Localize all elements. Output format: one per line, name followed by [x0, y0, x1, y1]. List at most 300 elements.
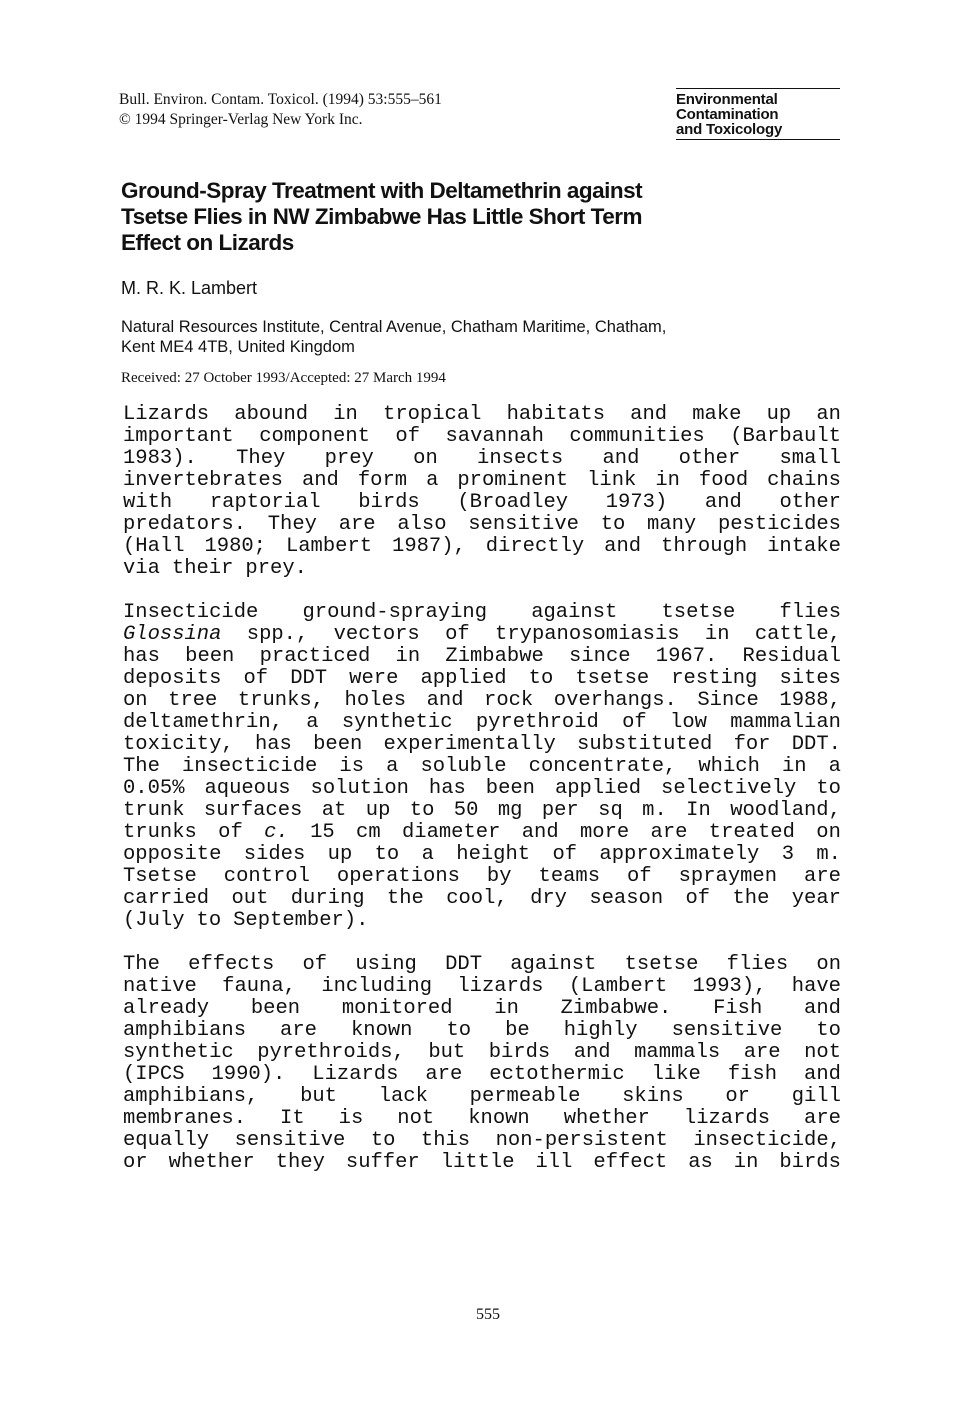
word: native [123, 975, 197, 998]
word: gill [791, 1085, 841, 1108]
word: diameter [401, 821, 501, 844]
word: intake [767, 535, 841, 558]
word: sides [243, 843, 306, 866]
word: insecticide, [693, 1129, 841, 1152]
word: 15 [310, 821, 335, 844]
word: 1987), [392, 535, 466, 558]
word: overhangs. [553, 689, 677, 712]
word: but [428, 1041, 466, 1064]
word: (Hall [123, 535, 185, 558]
word: against [531, 601, 618, 624]
word: flies [779, 601, 841, 624]
text-line [123, 514, 841, 536]
word: mammals [634, 1041, 721, 1064]
word: to [816, 1019, 841, 1042]
word: to [816, 777, 841, 800]
citation-line-1: Bull. Environ. Contam. Toxicol. (1994) 53:555–561 [119, 91, 442, 108]
text-line [123, 668, 841, 690]
word: are [743, 1041, 781, 1064]
word: insects [477, 447, 564, 470]
word: but [300, 1085, 337, 1108]
word: 1988, [779, 689, 841, 712]
word: Since [697, 689, 759, 712]
journal-logo-line-3: and Toxicology [676, 121, 783, 138]
word: cool, [446, 887, 508, 910]
word: m. [642, 799, 667, 822]
word: Lizards [123, 403, 210, 426]
word: birds [358, 491, 420, 514]
text-line [123, 536, 841, 558]
title-line-1: Ground-Spray Treatment with Deltamethrin against [121, 178, 643, 203]
word: in [733, 1151, 759, 1174]
word: which [698, 755, 760, 778]
word: in [333, 403, 358, 426]
word: (Barbault [730, 425, 841, 448]
word: It [280, 1107, 305, 1130]
word: dry [530, 887, 567, 910]
circa-abbreviation: c. [264, 821, 289, 844]
word: DDT [445, 953, 482, 976]
word: and [704, 491, 742, 514]
word: applied [554, 777, 642, 800]
word: pyrethroid [475, 711, 599, 734]
word: Lambert [285, 535, 373, 558]
journal-citation [119, 90, 639, 130]
journal-logo-line-2: Contamination [676, 106, 779, 123]
word: on [816, 821, 841, 844]
word: practiced [259, 645, 371, 668]
text-line [123, 1130, 841, 1152]
text-line [123, 1064, 841, 1086]
word: and [804, 997, 841, 1020]
word: out [231, 887, 269, 910]
word: experimentally [383, 733, 556, 756]
word: been [485, 777, 535, 800]
word: been [250, 997, 301, 1020]
word: lack [378, 1085, 428, 1108]
word: of [395, 425, 421, 448]
affiliation-line-2: Kent ME4 4TB, United Kingdom [121, 338, 355, 356]
word: a [306, 711, 319, 734]
word: sensitive [468, 513, 579, 536]
text-line [123, 558, 841, 580]
word: treated [708, 821, 795, 844]
text-line [123, 492, 841, 514]
word: to [374, 843, 400, 866]
word: lizards [457, 975, 544, 998]
word: spp., [246, 623, 309, 646]
word: like [651, 1063, 701, 1086]
word: teams [538, 865, 601, 888]
word: of [243, 667, 269, 690]
word: 1990). [211, 1063, 286, 1086]
word: chains [767, 469, 841, 492]
word: m. [816, 843, 841, 866]
word: and [630, 403, 668, 426]
word: been [185, 645, 235, 668]
word: mammalian [730, 711, 841, 734]
text-line [123, 910, 841, 932]
genus-name: Glossina [123, 623, 222, 646]
word: has [254, 733, 292, 756]
word: on [413, 447, 438, 470]
word: sensitive [234, 1129, 346, 1152]
word: vectors [333, 623, 420, 646]
word: a [828, 755, 841, 778]
word: fauna, [222, 975, 296, 998]
word: skins [622, 1085, 684, 1108]
word: surfaces [203, 799, 303, 822]
word: effects [188, 953, 275, 976]
word: (July [123, 909, 185, 932]
word: known [350, 1019, 413, 1042]
paragraph-3 [123, 954, 841, 1174]
word: woodland, [730, 799, 841, 822]
text-line [123, 1020, 841, 1042]
text-line [123, 646, 841, 668]
word: lizards [683, 1107, 771, 1130]
word: in [655, 469, 680, 492]
text-line [123, 1152, 841, 1174]
word: raptorial [209, 491, 321, 514]
word: this [420, 1129, 471, 1152]
word: are [804, 865, 841, 888]
word: membranes. [123, 1107, 247, 1130]
word: selectively [661, 777, 797, 800]
word: Zimbabwe. [560, 997, 672, 1020]
word: be [505, 1019, 530, 1042]
title-line-3: Effect on Lizards [121, 230, 294, 255]
word: (Lambert [568, 975, 668, 998]
word: on [816, 953, 841, 976]
word: via [123, 557, 160, 580]
word: to [196, 909, 222, 932]
word: trypanosomiasis [495, 623, 680, 646]
word: insecticide [181, 755, 318, 778]
word: were [349, 667, 399, 690]
text-line [123, 998, 841, 1020]
word: effect [593, 1151, 668, 1174]
word: during [290, 887, 365, 910]
word: (IPCS [123, 1063, 185, 1086]
word: In [686, 799, 711, 822]
word: the [732, 887, 770, 910]
word: in [395, 645, 421, 668]
text-line-italic-genus [123, 624, 841, 646]
page-number: 555 [476, 1306, 500, 1323]
word: opposite [123, 843, 222, 866]
word: Lizards [312, 1063, 399, 1086]
word: to [528, 667, 554, 690]
paragraph-2 [123, 602, 841, 932]
word: flies [726, 953, 789, 976]
word: and [602, 447, 640, 470]
word: soluble [420, 755, 507, 778]
word: to [446, 1019, 472, 1042]
word: birds [488, 1041, 551, 1064]
word: directly [485, 535, 585, 558]
author-name: M. R. K. Lambert [121, 278, 258, 298]
word: an [816, 403, 841, 426]
title-line-2: Tsetse Flies in NW Zimbabwe Has Little Short Term [121, 204, 643, 229]
word: per [541, 799, 579, 822]
word: holes [344, 689, 407, 712]
word: operations [336, 865, 460, 888]
word: a [421, 843, 434, 866]
text-line [123, 602, 841, 624]
word: approximately [599, 843, 760, 866]
word: Zimbabwe [445, 645, 544, 668]
word: deltamethrin, [123, 711, 283, 734]
text-line [123, 1108, 841, 1130]
text-line [123, 976, 841, 998]
word: and [301, 469, 339, 492]
word: prominent [457, 469, 569, 492]
word: 1983). [123, 447, 197, 470]
word: Tsetse [123, 865, 197, 888]
word: since [569, 645, 631, 668]
word: year [791, 887, 841, 910]
word: permeable [469, 1085, 581, 1108]
word: season [589, 887, 664, 910]
word: tsetse [624, 953, 699, 976]
word: food [698, 469, 749, 492]
word: other [678, 447, 741, 470]
word: DDT. [791, 733, 841, 756]
word: They [267, 513, 317, 536]
word: (Broadley [457, 491, 569, 514]
text-line [123, 888, 841, 910]
word: DDT [290, 667, 328, 690]
word: up [365, 799, 391, 822]
word: is [338, 1107, 364, 1130]
word: The [123, 953, 160, 976]
word: synthetic [341, 711, 453, 734]
word: solution [310, 777, 409, 800]
word: Residual [742, 645, 841, 668]
word: mg [497, 799, 523, 822]
word: little [440, 1151, 515, 1174]
word: have [791, 975, 841, 998]
word: cm [356, 821, 381, 844]
word: carried [123, 887, 210, 910]
word: synthetic [123, 1041, 234, 1064]
word: on [123, 689, 148, 712]
word: fish [727, 1063, 778, 1086]
word: more [579, 821, 630, 844]
word: are [280, 1019, 317, 1042]
word: whether [563, 1107, 650, 1130]
text-line [123, 954, 841, 976]
word: by [486, 865, 512, 888]
word: invertebrates [123, 469, 283, 492]
word: already [123, 997, 210, 1020]
text-line [123, 712, 841, 734]
word: up [766, 403, 792, 426]
word: are [804, 1107, 841, 1130]
word: amphibians [123, 1019, 247, 1042]
word: of [627, 865, 652, 888]
word: they [275, 1151, 325, 1174]
word: pyrethroids, [257, 1041, 405, 1064]
text-line [123, 866, 841, 888]
word: tsetse [575, 667, 650, 690]
article-title [121, 178, 821, 256]
word: predators. [123, 513, 247, 536]
text-line [123, 756, 841, 778]
word: 50 [453, 799, 479, 822]
word: prey. [245, 557, 307, 580]
paragraph-1 [123, 404, 841, 580]
journal-logo-line-1: Environmental [676, 91, 778, 108]
word: and [804, 1063, 841, 1086]
word: tropical [383, 403, 482, 426]
word: trunks [123, 821, 197, 844]
word: important [123, 425, 234, 448]
word: prey [324, 447, 374, 470]
word: monitored [341, 997, 453, 1020]
text-line [123, 426, 841, 448]
word: the [386, 887, 424, 910]
word: 1967. [655, 645, 718, 668]
word: and [521, 821, 559, 844]
word: not [397, 1107, 435, 1130]
word: 3 [781, 843, 795, 866]
word: are [425, 1063, 463, 1086]
word: has [428, 777, 466, 800]
word: has [123, 645, 160, 668]
word: equally [123, 1129, 210, 1152]
word: or [725, 1085, 750, 1108]
word: non-persistent [495, 1129, 668, 1152]
text-line [123, 690, 841, 712]
word: small [779, 447, 841, 470]
text-line [123, 404, 841, 426]
word: suffer [345, 1151, 420, 1174]
word: height [456, 843, 531, 866]
word: abound [234, 403, 309, 426]
word: of [622, 711, 647, 734]
word: known [468, 1107, 530, 1130]
word: at [321, 799, 347, 822]
word: been [313, 733, 363, 756]
text-line [123, 448, 841, 470]
word: ill [535, 1151, 573, 1174]
body-text [123, 404, 841, 1196]
word: to [409, 799, 435, 822]
word: low [670, 711, 707, 734]
word: as [688, 1151, 713, 1174]
word: whether [168, 1151, 255, 1174]
word: of [218, 821, 243, 844]
word: in [781, 755, 807, 778]
word: substituted [577, 733, 713, 756]
word: using [355, 953, 417, 976]
word: rock [484, 689, 534, 712]
word: other [779, 491, 841, 514]
text-line [123, 470, 841, 492]
received-dates: Received: 27 October 1993/Accepted: 27 March 1994 [121, 370, 446, 386]
word: birds [779, 1151, 841, 1174]
journal-logo [676, 88, 840, 140]
word: control [223, 865, 310, 888]
word: tree [168, 689, 218, 712]
word: 1980; [204, 535, 266, 558]
word: sensitive [671, 1019, 783, 1042]
word: concentrate, [528, 755, 677, 778]
word: aqueous [204, 777, 291, 800]
word: resting [671, 667, 758, 690]
word: component [259, 425, 370, 448]
word: 1993), [692, 975, 767, 998]
text-line [123, 1086, 841, 1108]
word: to [370, 1129, 396, 1152]
word: spraymen [678, 865, 778, 888]
word: savannah [445, 425, 544, 448]
text-line-italic-circa [123, 822, 841, 844]
word: trunk [123, 799, 185, 822]
word: are [650, 821, 688, 844]
word: a [426, 469, 439, 492]
word: They [236, 447, 286, 470]
word: deposits [123, 667, 222, 690]
word: applied [420, 667, 507, 690]
word: many [647, 513, 697, 536]
word: of [445, 623, 470, 646]
word: of [685, 887, 711, 910]
text-line [123, 844, 841, 866]
word: Fish [713, 997, 763, 1020]
word: also [397, 513, 447, 536]
word: of [552, 843, 578, 866]
word: form [357, 469, 408, 492]
word: or [123, 1151, 148, 1174]
word: not [804, 1041, 841, 1064]
affiliation-line-1: Natural Resources Institute, Central Avenue, Chatham Maritime, Chatham, [121, 318, 667, 336]
word: including [321, 975, 433, 998]
word: through [661, 535, 748, 558]
word: ectothermic [489, 1063, 625, 1086]
word: of [302, 953, 328, 976]
word: and [426, 689, 464, 712]
word: with [123, 491, 173, 514]
word: make [692, 403, 742, 426]
word: communities [569, 425, 705, 448]
word: amphibians, [123, 1085, 259, 1108]
word: pesticides [717, 513, 841, 536]
word: habitats [506, 403, 606, 426]
word: The [123, 755, 160, 778]
word: trunks, [237, 689, 325, 712]
word: ground-spraying [302, 601, 488, 624]
text-line [123, 1042, 841, 1064]
word: cattle, [754, 623, 841, 646]
word: 0.05% [123, 777, 185, 800]
word: Insecticide [123, 601, 259, 624]
word: their [171, 557, 234, 580]
text-line [123, 734, 841, 756]
word: in [494, 997, 519, 1020]
word: and [604, 535, 642, 558]
word: and [573, 1041, 611, 1064]
word: sites [779, 667, 841, 690]
word: in [704, 623, 730, 646]
text-line [123, 778, 841, 800]
word: up [327, 843, 353, 866]
text-line [123, 800, 841, 822]
word: for [733, 733, 771, 756]
author-affiliation [121, 317, 821, 357]
